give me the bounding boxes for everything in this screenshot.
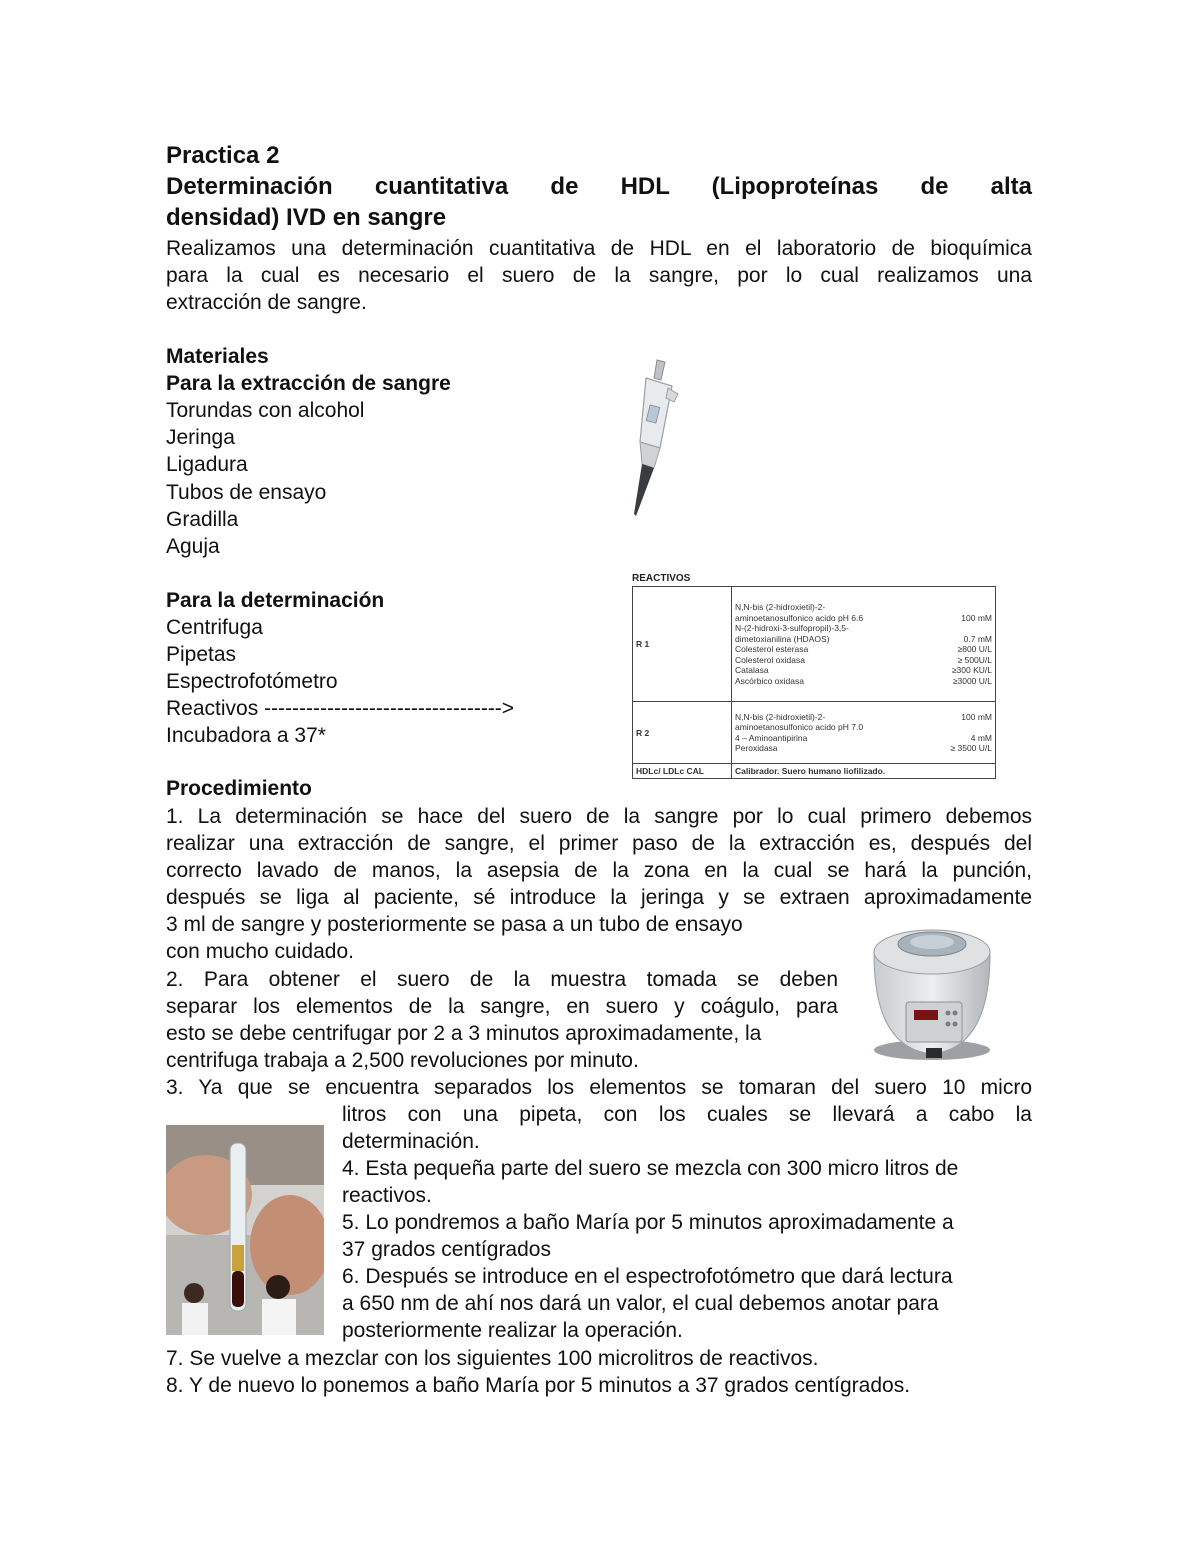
reagent-line: Colesterol esterasa ≥800 U/L	[735, 644, 992, 654]
page-subtitle-line-1: Determinación cuantitativa de HDL (Lipoproteínas de alta	[166, 173, 1032, 200]
procedure-line: esto se debe centrifugar por 2 a 3 minutos aproximadamente, la	[166, 1022, 762, 1045]
reagents-table	[632, 586, 996, 779]
extraction-item: Tubos de ensayo	[166, 481, 327, 504]
reagent-row-r1	[633, 587, 996, 702]
extraction-item: Gradilla	[166, 508, 239, 531]
procedure-line: centrifuga trabaja a 2,500 revoluciones por minuto.	[166, 1049, 639, 1072]
procedure-line: 2. Para obtener el suero de la muestra tomada se deben	[166, 968, 838, 991]
reagents-caption: REACTIVOS	[632, 573, 691, 584]
reagent-code: HDLc/ LDLc CAL	[633, 764, 732, 779]
extraction-item: Torundas con alcohol	[166, 399, 365, 422]
procedure-line: litros con una pipeta, con los cuales se llevará a cabo la	[342, 1103, 1032, 1126]
reagent-code: R 1	[633, 587, 732, 702]
reagent-line: dimetoxianilina (HDAOS) 0.7 mM	[735, 633, 992, 644]
extraction-item: Aguja	[166, 535, 220, 558]
procedure-line: a 650 nm de ahí nos dará un valor, el cual debemos anotar para	[342, 1292, 939, 1315]
procedure-line: correcto lavado de manos, la asepsia de la zona en la cual se hará la punción,	[166, 859, 1032, 882]
procedure-line: después se liga al paciente, sé introduce la jeringa y se extraen aproximadamente	[166, 886, 1032, 909]
procedure-line: 6. Después se introduce en el espectrofotómetro que dará lectura	[342, 1265, 953, 1288]
blood-tube-photo	[166, 1125, 324, 1335]
procedure-heading: Procedimiento	[166, 777, 312, 800]
determination-item: Centrifuga	[166, 616, 263, 639]
determination-item: Pipetas	[166, 643, 237, 666]
procedure-line: posteriormente realizar la operación.	[342, 1319, 683, 1342]
procedure-line: separar los elementos de la sangre, en suero y coágulo, para	[166, 995, 838, 1018]
reagent-composition: Calibrador. Suero humano liofilizado.	[732, 764, 996, 779]
centrifuge-image	[866, 916, 998, 1062]
reagent-line: N-(2-hidroxi-3-sulfopropil)-3,5-	[735, 623, 849, 633]
reagent-line: Catalasa ≥300 KU/L	[735, 665, 992, 675]
reagent-row-cal	[633, 764, 996, 779]
extraction-heading: Para la extracción de sangre	[166, 372, 451, 395]
procedure-line: determinación.	[342, 1130, 480, 1153]
intro-line-1: Realizamos una determinación cuantitativa de HDL en el laboratorio de bioquímica	[166, 237, 1032, 260]
determination-item: Incubadora a 37*	[166, 724, 326, 747]
materials-heading: Materiales	[166, 345, 269, 368]
reagent-line: 4 – Aminoantipirina 4 mM	[735, 732, 992, 743]
procedure-line: 8. Y de nuevo lo ponemos a baño María por 5 minutos a 37 grados centígrados.	[166, 1374, 911, 1397]
reagent-line: Ascórbico oxidasa ≥3000 U/L	[735, 675, 992, 686]
procedure-line: 7. Se vuelve a mezclar con los siguientes 100 microlitros de reactivos.	[166, 1347, 819, 1370]
reagent-composition	[732, 587, 996, 702]
intro-line-2: para la cual es necesario el suero de la sangre, por lo cual realizamos una	[166, 264, 1032, 287]
reagent-line: Peroxidasa ≥ 3500 U/L	[735, 743, 992, 753]
page-title: Practica 2	[166, 142, 280, 169]
reagent-composition	[732, 702, 996, 764]
reagent-code: R 2	[633, 702, 732, 764]
extraction-item: Ligadura	[166, 453, 248, 476]
determination-item: Espectrofotómetro	[166, 670, 338, 693]
page-subtitle-line-2: densidad) IVD en sangre	[166, 204, 447, 231]
procedure-line: con mucho cuidado.	[166, 940, 354, 963]
reagent-line: aminoetanosulfonico acido pH 7.0	[735, 722, 864, 732]
procedure-line: 3. Ya que se encuentra separados los elementos se tomaran del suero 10 micro	[166, 1076, 1032, 1099]
extraction-item: Jeringa	[166, 426, 235, 449]
procedure-line: 4. Esta pequeña parte del suero se mezcla con 300 micro litros de	[342, 1157, 959, 1180]
procedure-line: 37 grados centígrados	[342, 1238, 551, 1261]
reagent-line: N,N-bis (2-hidroxietil)-2- 100 mM	[735, 711, 992, 722]
procedure-line: 3 ml de sangre y posteriormente se pasa a un tubo de ensayo	[166, 913, 743, 936]
reagent-line: N,N-bis (2-hidroxietil)-2-	[735, 602, 826, 612]
reagent-line: aminoetanosulfonico acido pH 6.6 100 mM	[735, 612, 992, 623]
reagent-row-r2	[633, 702, 996, 764]
reagent-line: Colesterol oxidasa ≥ 500U/L	[735, 654, 992, 665]
pipette-image	[612, 356, 690, 518]
determination-heading: Para la determinación	[166, 589, 385, 612]
procedure-line: reactivos.	[342, 1184, 432, 1207]
determination-item-reagents: Reactivos ---------------------------------->	[166, 697, 515, 720]
procedure-line: 5. Lo pondremos a baño María por 5 minutos aproximadamente a	[342, 1211, 954, 1234]
procedure-line: realizar una extracción de sangre, el primer paso de la extracción es, después del	[166, 832, 1032, 855]
procedure-line: 1. La determinación se hace del suero de la sangre por lo cual primero debemos	[166, 805, 1032, 828]
intro-line-3: extracción de sangre.	[166, 291, 367, 314]
